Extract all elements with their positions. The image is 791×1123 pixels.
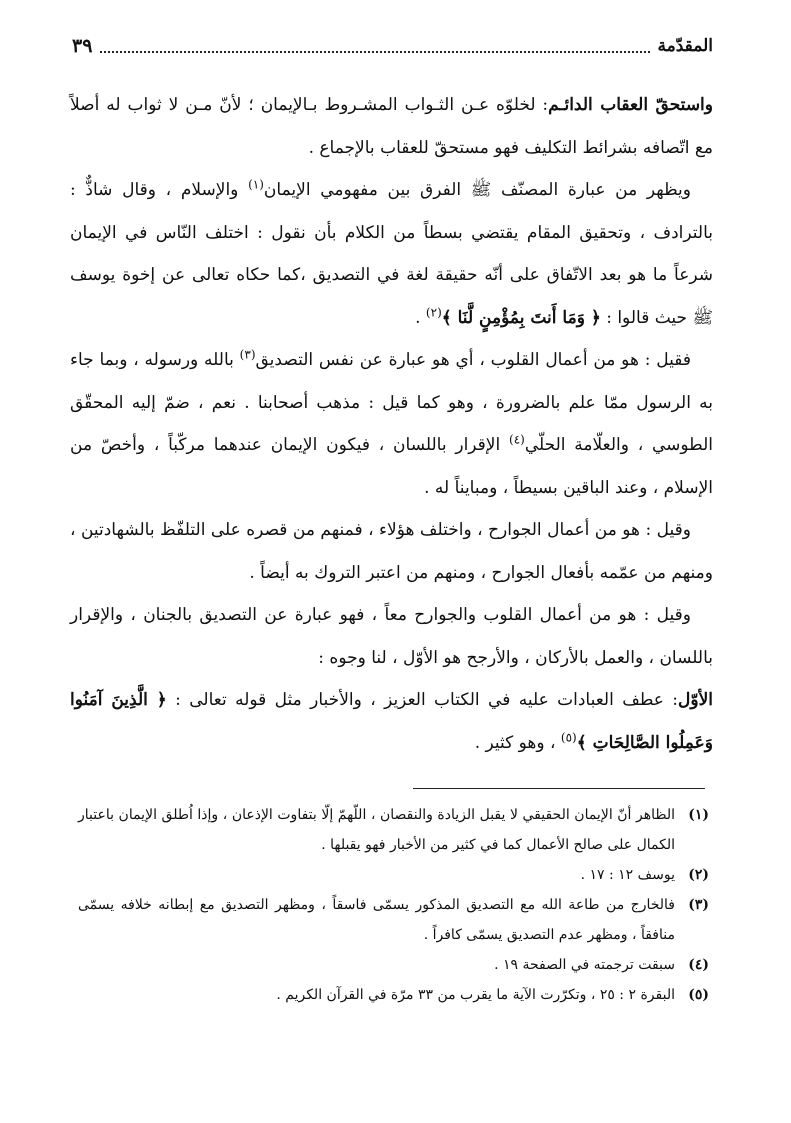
footnote-ref-1[interactable]: (١) <box>248 177 264 192</box>
page-number: ٣٩ <box>72 35 93 57</box>
footnote-number: (١) <box>688 807 709 823</box>
bold-lead-term: واستحقّ العقاب الدائـم <box>548 95 713 115</box>
footnote-text: يوسف ١٢ : ١٧ . <box>580 867 675 883</box>
paragraph-1 <box>70 84 713 169</box>
footnote-text: سبقت ترجمته في الصفحة ١٩ . <box>494 957 675 973</box>
running-header <box>72 34 713 58</box>
footnote-number: (٤) <box>688 957 709 973</box>
footnote-separator <box>413 788 705 789</box>
main-text <box>70 84 713 764</box>
footnote-ref-3[interactable]: (٣) <box>239 347 256 362</box>
footnote-number: (٥) <box>688 987 709 1003</box>
paragraph-text: . <box>415 307 426 328</box>
footnote-number: (٣) <box>688 897 709 913</box>
bold-lead-term: الأوّل <box>678 690 714 710</box>
paragraph-text: ويظهر من عبارة المصنّف ﷺ الفرق بين مفهومي الإيمان <box>263 180 691 200</box>
paragraph-3 <box>70 339 713 509</box>
footnote-item <box>78 860 709 890</box>
footnote-ref-5[interactable]: (٥) <box>560 729 577 744</box>
paragraph-2 <box>70 169 713 339</box>
footnotes <box>78 800 709 1010</box>
footnote-text: فالخارج من طاعة الله مع التصديق المذكور يسمّى فاسقاً ، ومظهر التصديق مع إبطانه خلافه يسمّى منافقاً ، ومظهر عدم التصديق يسمّى كافراً . <box>78 897 675 943</box>
quran-quote: ﴿ وَمَا أَنتَ بِمُؤْمِنٍ لَّنَا ﴾ <box>441 307 601 328</box>
footnote-text: الظاهر أنّ الإيمان الحقيقي لا يقبل الزيادة والنقصان ، اللّهمّ إلّا بتفاوت الإذعان ، وإذا اُطلق الإيمان باعتبار الكمال على صالح الأعمال كما في كثير من الأخبار فهو يقبلها . <box>78 807 675 853</box>
footnote-text: البقرة ٢ : ٢٥ ، وتكرّرت الآية ما يقرب من ٣٣ مرّة في القرآن الكريم . <box>276 987 675 1003</box>
paragraph-4: وقيل : هو من أعمال الجوارح ، واختلف هؤلاء ، فمنهم من قصره على التلفّظ بالشهادتين ، ومنهم من عمّمه بأفعال الجوارح ، ومنهم من اعتبر التروك به أيضاً . <box>70 520 713 583</box>
footnote-item <box>78 950 709 980</box>
footnote-item <box>78 890 709 950</box>
paragraph-5: وقيل : هو من أعمال القلوب والجوارح معاً ، فهو عبارة عن التصديق بالجنان ، والإقرار باللسان ، والعمل بالأركان ، والأرجح هو الأوّل ، لنا وجوه : <box>70 605 713 668</box>
paragraph-text: والإسلام ، وقال شاذٌّ : بالترادف ، وتحقيق المقام يقتضي بسطاً من الكلام بأن نقول : اختلف النّاس في الإيمان شرعاً ما هو بعد الاتّفاق على أنّه حقيقة لغة في التصديق ،كما حكاه تعالى عن إخوة يوسف ﷺ حيث قالوا : <box>70 180 713 328</box>
footnote-number: (٢) <box>688 867 709 883</box>
footnote-ref-4[interactable]: (٤) <box>509 432 525 447</box>
footnote-item <box>78 800 709 860</box>
paragraph-text: بالله ورسوله ، وبما جاء به الرسول ممّا علم بالضرورة ، وهو كما قيل : مذهب أصحابنا . نعم ، ضمّ إليه المحقّق الطوسي ، والعلّامة الحلّي <box>70 350 714 455</box>
paragraph-text: فقيل : هو من أعمال القلوب ، أي هو عبارة عن نفس التصديق <box>255 350 691 370</box>
chapter-title: المقدّمة <box>657 36 713 56</box>
paragraph-text: ، وهو كثير . <box>474 732 561 753</box>
paragraph-6 <box>70 679 713 764</box>
quran-quote: ﴿ الَّذِينَ آمَنُوا وَعَمِلُوا الصَّالِحَاتِ ﴾ <box>70 690 713 753</box>
paragraph-text: : لخلوّه عـن الثـواب المشـروط بـالإيمان ؛ لأنّ مـن لا ثواب له أصلاً مع اتّصافه بشرائط التكليف فهو مستحقّ للعقاب بالإجماع . <box>70 95 713 158</box>
footnote-ref-2[interactable]: (٢) <box>425 304 442 319</box>
paragraph-text: الإقرار باللسان ، فيكون الإيمان عندهما مركّباً ، وأخصّ من الإسلام ، وعند الباقين بسيطاً ، ومبايناً له . <box>70 435 713 498</box>
footnote-item <box>78 980 709 1010</box>
header-dot-leader <box>100 49 649 53</box>
paragraph-text: : عطف العبادات عليه في الكتاب العزيز ، والأخبار مثل قوله تعالى : <box>166 690 679 710</box>
